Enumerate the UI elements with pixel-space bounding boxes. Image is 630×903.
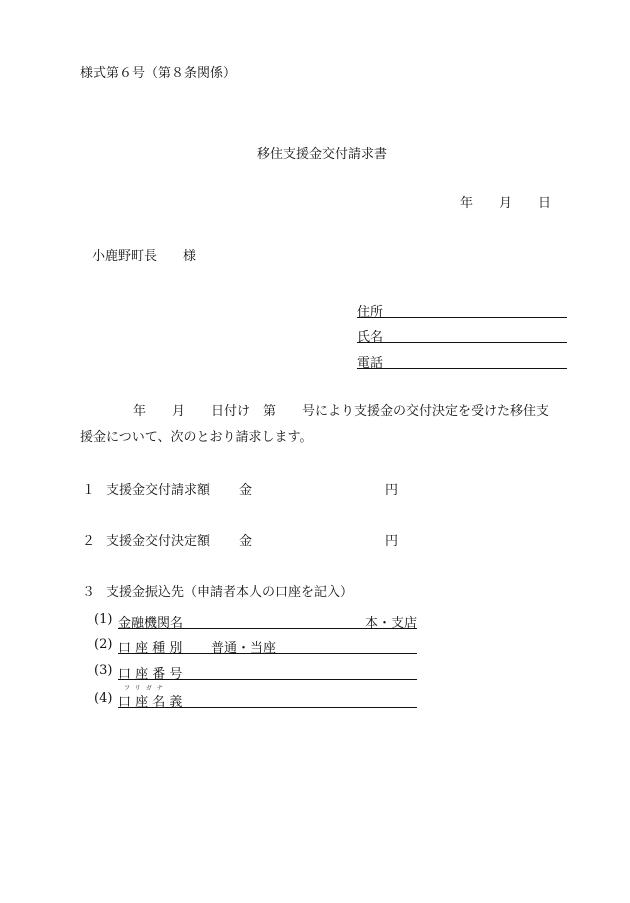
transfer-heading: 支援金振込先（申請者本人の口座を記入） — [106, 585, 354, 600]
phone-label: 電話 — [357, 356, 384, 371]
form-number: 様式第６号（第８条関係） — [80, 66, 237, 81]
account-number-label: 口 座 番 号 — [118, 667, 183, 682]
account-number-field[interactable] — [118, 663, 417, 680]
bank-name-field[interactable] — [118, 612, 417, 629]
branch-type: 本・支店 — [364, 616, 417, 631]
item-kin: 金 — [239, 534, 253, 549]
transfer-row-index: (2) — [94, 637, 113, 652]
item-yen: 円 — [385, 483, 399, 498]
account-type-label: 口 座 種 別 — [118, 641, 183, 656]
account-holder-field[interactable] — [118, 691, 417, 708]
transfer-row-index: (4) — [94, 691, 113, 706]
item-label: 支援金交付決定額 — [106, 534, 211, 549]
phone-field[interactable] — [357, 352, 567, 369]
item-yen: 円 — [385, 534, 399, 549]
account-holder-furigana: フリガナ — [124, 685, 168, 692]
item-label: 支援金交付請求額 — [106, 483, 211, 498]
bank-name-label: 金融機関名 — [118, 616, 184, 631]
document-title: 移住支援金交付請求書 — [257, 147, 388, 162]
item-number: １ — [82, 483, 96, 498]
transfer-row-index: (1) — [94, 612, 113, 627]
account-holder-label: 口 座 名 義 — [118, 695, 183, 710]
account-type-field[interactable] — [118, 637, 417, 654]
item-kin: 金 — [239, 483, 253, 498]
name-field[interactable] — [357, 326, 567, 343]
address-field[interactable] — [357, 301, 567, 318]
date-line: 年 月 日 — [460, 196, 552, 211]
body-text-line1: 年 月 日付け 第 号により支援金の交付決定を受けた移住支 — [133, 404, 550, 419]
account-type-options: 普通・当座 — [211, 641, 277, 656]
addressee: 小鹿野町長 様 — [92, 249, 197, 264]
item-number: ２ — [82, 534, 96, 549]
name-label: 氏名 — [357, 330, 384, 345]
transfer-number: ３ — [82, 585, 96, 600]
transfer-row-index: (3) — [94, 663, 113, 678]
body-text-line2: 援金について、次のとおり請求します。 — [80, 430, 313, 445]
address-label: 住所 — [357, 305, 384, 320]
